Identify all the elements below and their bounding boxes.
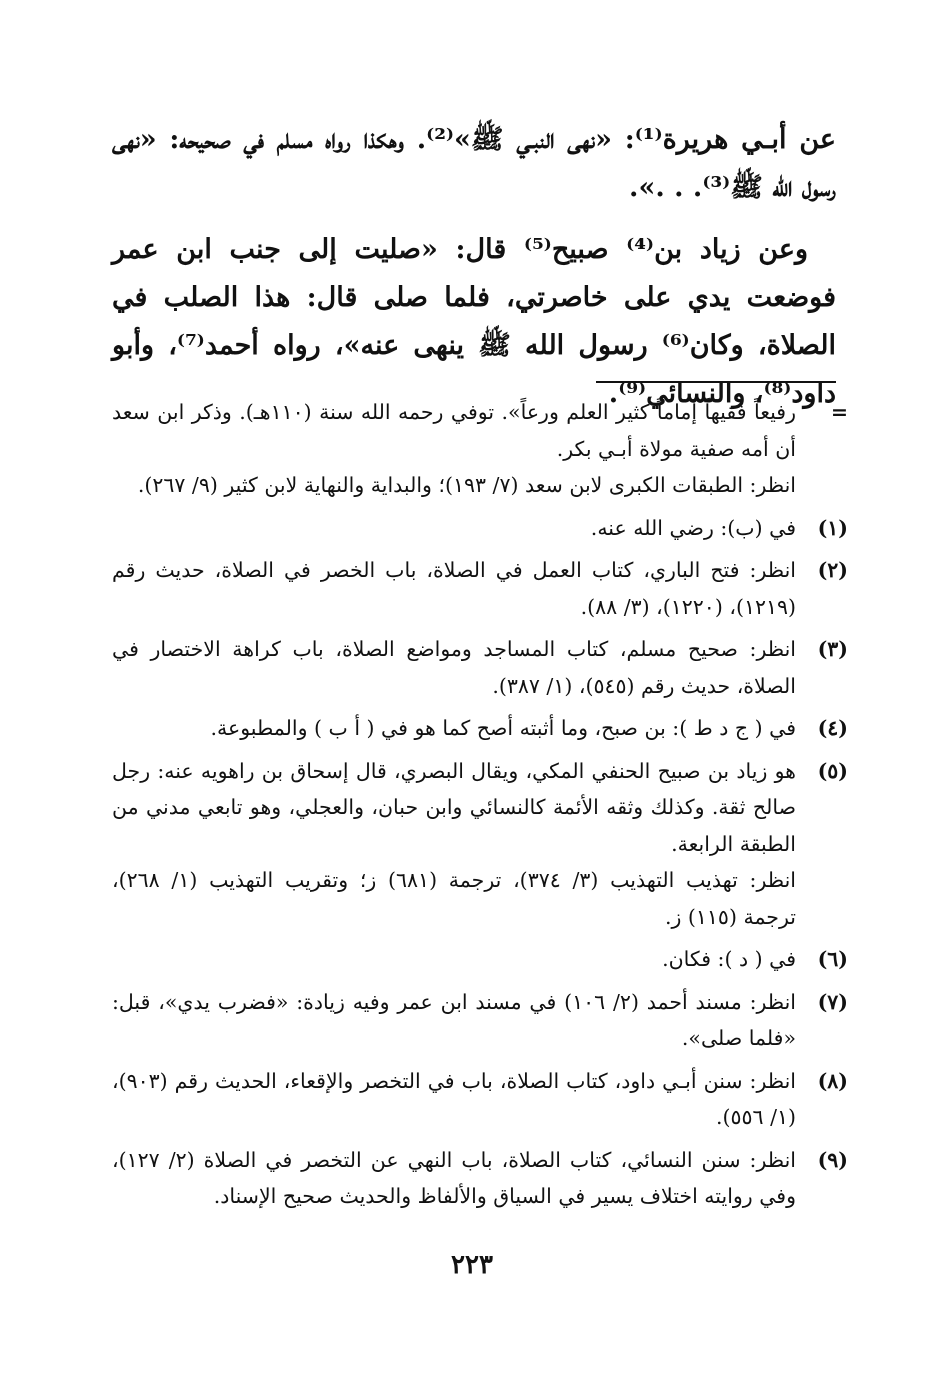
footnote-number: (٦)	[817, 947, 848, 971]
footnote-text	[112, 941, 796, 978]
footnote-text	[112, 552, 796, 625]
paragraph-ziyad-ibn-subayh: وعن زياد بن⁽⁴⁾ صبيح⁽⁵⁾ قال: «صليت إلى جنب ابن عمر فوضعت يدي على خاصرتي، فلما صلى قال: هذا الصلب في الصلاة، وكان⁽⁶⁾ رسول الله ﷺ ينهى عنه»، رواه أحمد⁽⁷⁾، وأبو داود⁽⁸⁾، والنسائي⁽⁹⁾.	[112, 234, 836, 409]
footnote-3	[112, 631, 848, 704]
footnote-5	[112, 753, 848, 936]
footnote-number: (٢)	[817, 558, 848, 582]
footnote-number: (٤)	[817, 716, 848, 740]
continuation-marker: =	[830, 400, 848, 424]
footnote-2	[112, 552, 848, 625]
footnote-line: انظر: فتح الباري، كتاب العمل في الصلاة، باب الخصر في الصلاة، حديث رقم (١٢١٩)، (١٢٢٠)، (٣/ ٨٨).	[112, 558, 796, 619]
footnote-number: (٧)	[817, 989, 848, 1014]
footnote-line: في ( د ): فكان.	[662, 947, 796, 971]
footnote-line: انظر: مسند أحمد (٢/ ١٠٦) في مسند ابن عمر وفيه زيادة: «فضرب يدي»، قبل: «فلما صلى».	[112, 989, 797, 1050]
footnote-8	[112, 1063, 848, 1136]
page-number: ٢٢٣	[451, 1250, 493, 1280]
footnote-divider	[596, 381, 836, 383]
main-text	[112, 116, 836, 432]
footnote-number: (٣)	[817, 637, 848, 661]
footnote-line: هو زياد بن صبيح الحنفي المكي، ويقال البصري، قال إسحاق بن راهويه عنه: رجل صالح ثقة. وكذلك وثقه الأئمة كالنسائي وابن حبان، والعجلي، وهو تابعي مدني من الطبقة الرابعة.	[112, 758, 796, 856]
footnote-number: (١)	[817, 515, 848, 540]
footnote-4	[112, 710, 848, 747]
continuation-line: انظر: الطبقات الكبرى لابن سعد (٧/ ١٩٣)؛ والبداية والنهاية لابن كثير (٩/ ٢٦٧).	[137, 473, 796, 497]
footnotes	[112, 394, 848, 1221]
footnote-number: (٨)	[817, 1068, 848, 1093]
footnote-text	[112, 710, 796, 747]
footnote-text	[112, 1142, 796, 1215]
footnote-text	[112, 510, 796, 547]
footnote-1	[112, 510, 848, 547]
footnote-text	[112, 984, 796, 1057]
footnote-number: (٩)	[817, 1147, 848, 1172]
footnote-number: (٥)	[817, 758, 848, 783]
footnote-text	[112, 1063, 796, 1136]
footnote-9	[112, 1142, 848, 1215]
continuation-line: رفيعاً فقيهاً إماماً كثير العلم ورعاً». توفي رحمه الله سنة (١١٠هـ). وذكر ابن سعد أن أمه صفية مولاة أبـي بكر.	[112, 400, 796, 461]
footnote-text	[112, 631, 796, 704]
footnote-6	[112, 941, 848, 978]
footnote-line: انظر: تهذيب التهذيب (٣/ ٣٧٤)، ترجمة (٦٨١) ز؛ وتقريب التهذيب (١/ ٢٦٨)، ترجمة (١١٥) ز.	[112, 868, 796, 929]
footnote-7	[112, 984, 848, 1057]
footnote-text	[112, 753, 796, 936]
footnote-line: انظر: صحيح مسلم، كتاب المساجد ومواضع الصلاة، باب كراهة الاختصار في الصلاة، حديث رقم (٥٤٥)، (١/ ٣٨٧).	[112, 637, 796, 698]
paragraph-abu-hurayra: عن أبـي هريرة⁽¹⁾: «نهى النبـي ﷺ»⁽²⁾. وهكذا رواه مسلم في صحيحه: «نهى رسول الله ﷺ⁽³⁾. . .».	[112, 124, 836, 203]
footnote-continuation-text	[112, 394, 796, 504]
footnote-line: انظر: سنن أبـي داود، كتاب الصلاة، باب في التخصر والإقعاء، الحديث رقم (٩٠٣)، (١/ ٥٥٦).	[112, 1068, 796, 1129]
footnote-line: في (ب): رضي الله عنه.	[590, 515, 796, 540]
footnote-line: في ( ج د ط ): بن صبح، وما أثبته أصح كما هو في ( أ ب ) والمطبوعة.	[210, 716, 796, 740]
footnote-line: انظر: سنن النسائي، كتاب الصلاة، باب النهي عن التخصر في الصلاة (٢/ ١٢٧)، وفي روايته اختلاف يسير في السياق والألفاظ والحديث صحيح الإسناد.	[112, 1147, 796, 1208]
footnote-continuation	[112, 394, 848, 504]
